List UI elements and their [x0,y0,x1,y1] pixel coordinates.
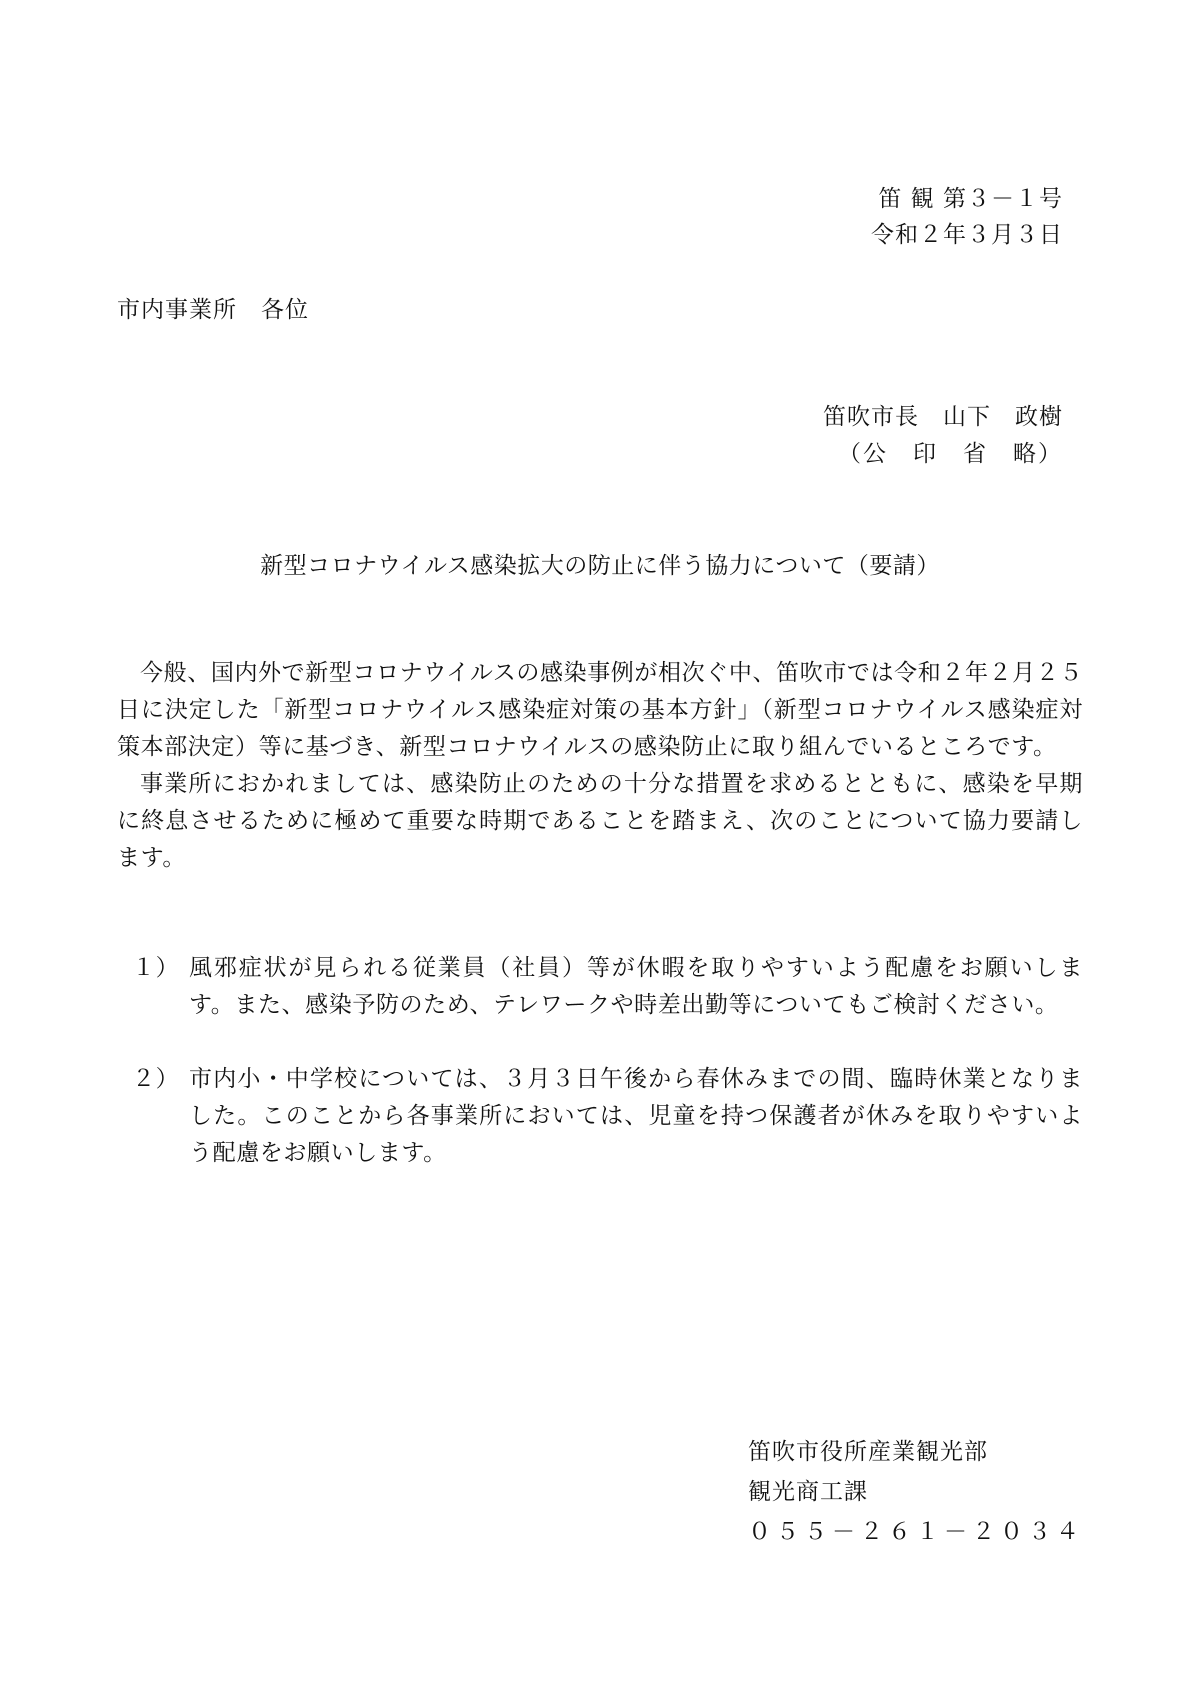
seal-omitted-note: （公 印 省 略） [838,441,1063,467]
request-item-1 [132,950,1083,1024]
contact-phone: ０５５－２６１－２０３４ [748,1519,1084,1545]
body-text [117,655,1083,877]
contact-block [748,1432,1084,1552]
sender-name: 笛吹市長 山下 政樹 [823,404,1063,430]
contact-section: 観光商工課 [748,1479,868,1505]
document-number: 笛 観 第３－１号 [878,186,1063,212]
request-item-text: 市内小・中学校については、３月３日午後から春休みまでの間、臨時休業となりました。このことから各事業所においては、児童を持つ保護者が休みを取りやすいよう配慮をお願いします。 [189,1066,1083,1166]
request-list [117,950,1083,1172]
contact-department: 笛吹市役所産業観光部 [748,1439,988,1465]
recipient: 市内事業所 各位 [117,297,309,323]
request-item-number: ２） [132,1066,180,1092]
body-paragraph-1: 今般、国内外で新型コロナウイルスの感染事例が相次ぐ中、笛吹市では令和２年２月２５日に決定した「新型コロナウイルス感染症対策の基本方針」（新型コロナウイルス感染症対策本部決定）等に基づき、新型コロナウイルスの感染防止に取り組んでいるところです。 [117,660,1083,760]
document-date: 令和２年３月３日 [871,222,1063,248]
request-item-number: １） [132,955,180,981]
request-item-text: 風邪症状が見られる従業員（社員）等が休暇を取りやすいよう配慮をお願いします。また、感染予防のため、テレワークや時差出勤等についてもご検討ください。 [189,955,1083,1018]
request-item-2 [132,1061,1083,1172]
body-paragraph-2: 事業所におかれましては、感染防止のための十分な措置を求めるとともに、感染を早期に終息させるために極めて重要な時期であることを踏まえ、次のことについて協力要請します。 [117,771,1083,871]
document-title: 新型コロナウイルス感染拡大の防止に伴う協力について（要請） [260,553,940,579]
